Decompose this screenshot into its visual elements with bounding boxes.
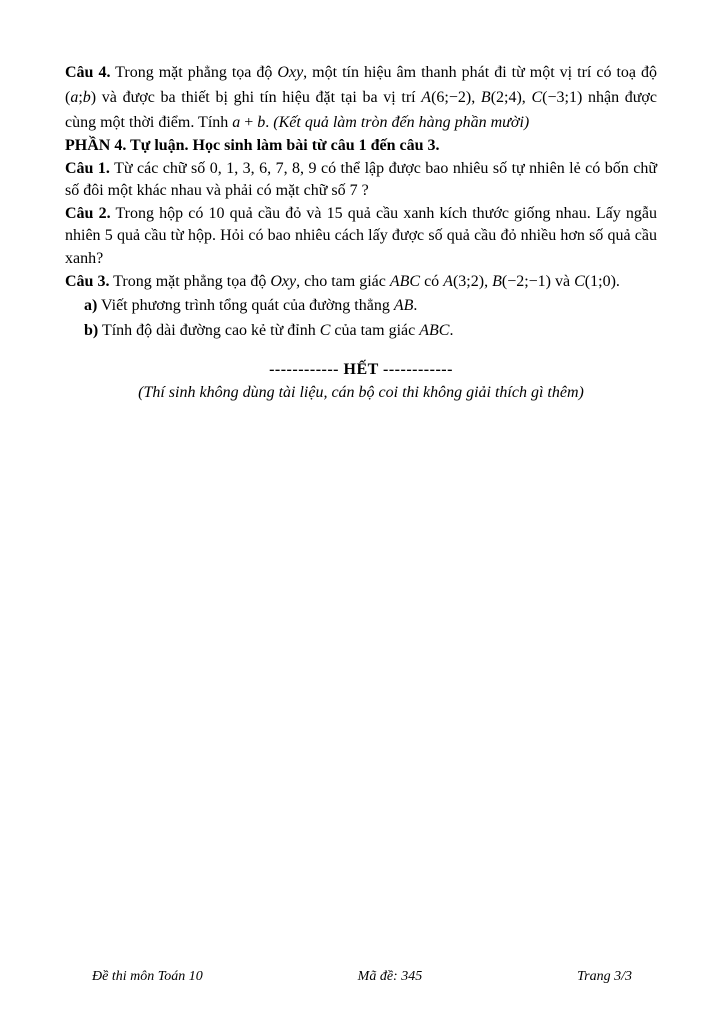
- question-2-text: Câu 2. Trong hộp có 10 quả cầu đỏ và 15 quả cầu xanh kích thước giống nhau. Lấy ngẫu nhiên 5 quả cầu từ hộp. Hỏi có bao nhiêu cách lấy được số quả cầu đỏ nhiều hơn số quả cầu xanh?: [65, 204, 657, 267]
- question-1-text: Câu 1. Từ các chữ số 0, 1, 3, 6, 7, 8, 9 có thể lập được bao nhiêu số tự nhiên lẻ có bốn chữ số đôi một khác nhau và phải có mặt chữ số 7 ?: [65, 159, 657, 200]
- exam-content: [65, 60, 657, 405]
- exam-note: (Thí sinh không dùng tài liệu, cán bộ coi thi không giải thích gì thêm): [138, 383, 584, 401]
- question-3-text: Câu 3. Trong mặt phẳng tọa độ Oxy, cho tam giác ABC có A(3;2), B(−2;−1) và C(1;0).: [65, 272, 620, 290]
- question-4-text: Câu 4. Trong mặt phẳng tọa độ Oxy, một tín hiệu âm thanh phát đi từ một vị trí có toạ độ (a;b) và được ba thiết bị ghi tín hiệu đặt tại ba vị trí A(6;−2), B(2;4), C(−3;1) nhận được cùng một thời điểm. Tính a + b. (Kết quả làm tròn đến hàng phần mười): [65, 64, 658, 131]
- end-of-exam-marker: ------------ HẾT ------------: [269, 361, 453, 379]
- question-3a-text: a) Viết phương trình tổng quát của đường thẳng AB.: [84, 297, 418, 315]
- section-4-heading: PHẦN 4. Tự luận. Học sinh làm bài từ câu 1 đến câu 3.: [65, 137, 440, 154]
- footer-exam-title: Đề thi môn Toán 10: [92, 969, 203, 984]
- question-3b-text: b) Tính độ dài đường cao kẻ từ đỉnh C của tam giác ABC.: [84, 321, 454, 339]
- page-footer: [92, 968, 632, 986]
- footer-exam-code: Mã đề: 345: [357, 969, 423, 984]
- footer-page-number: Trang 3/3: [577, 969, 632, 984]
